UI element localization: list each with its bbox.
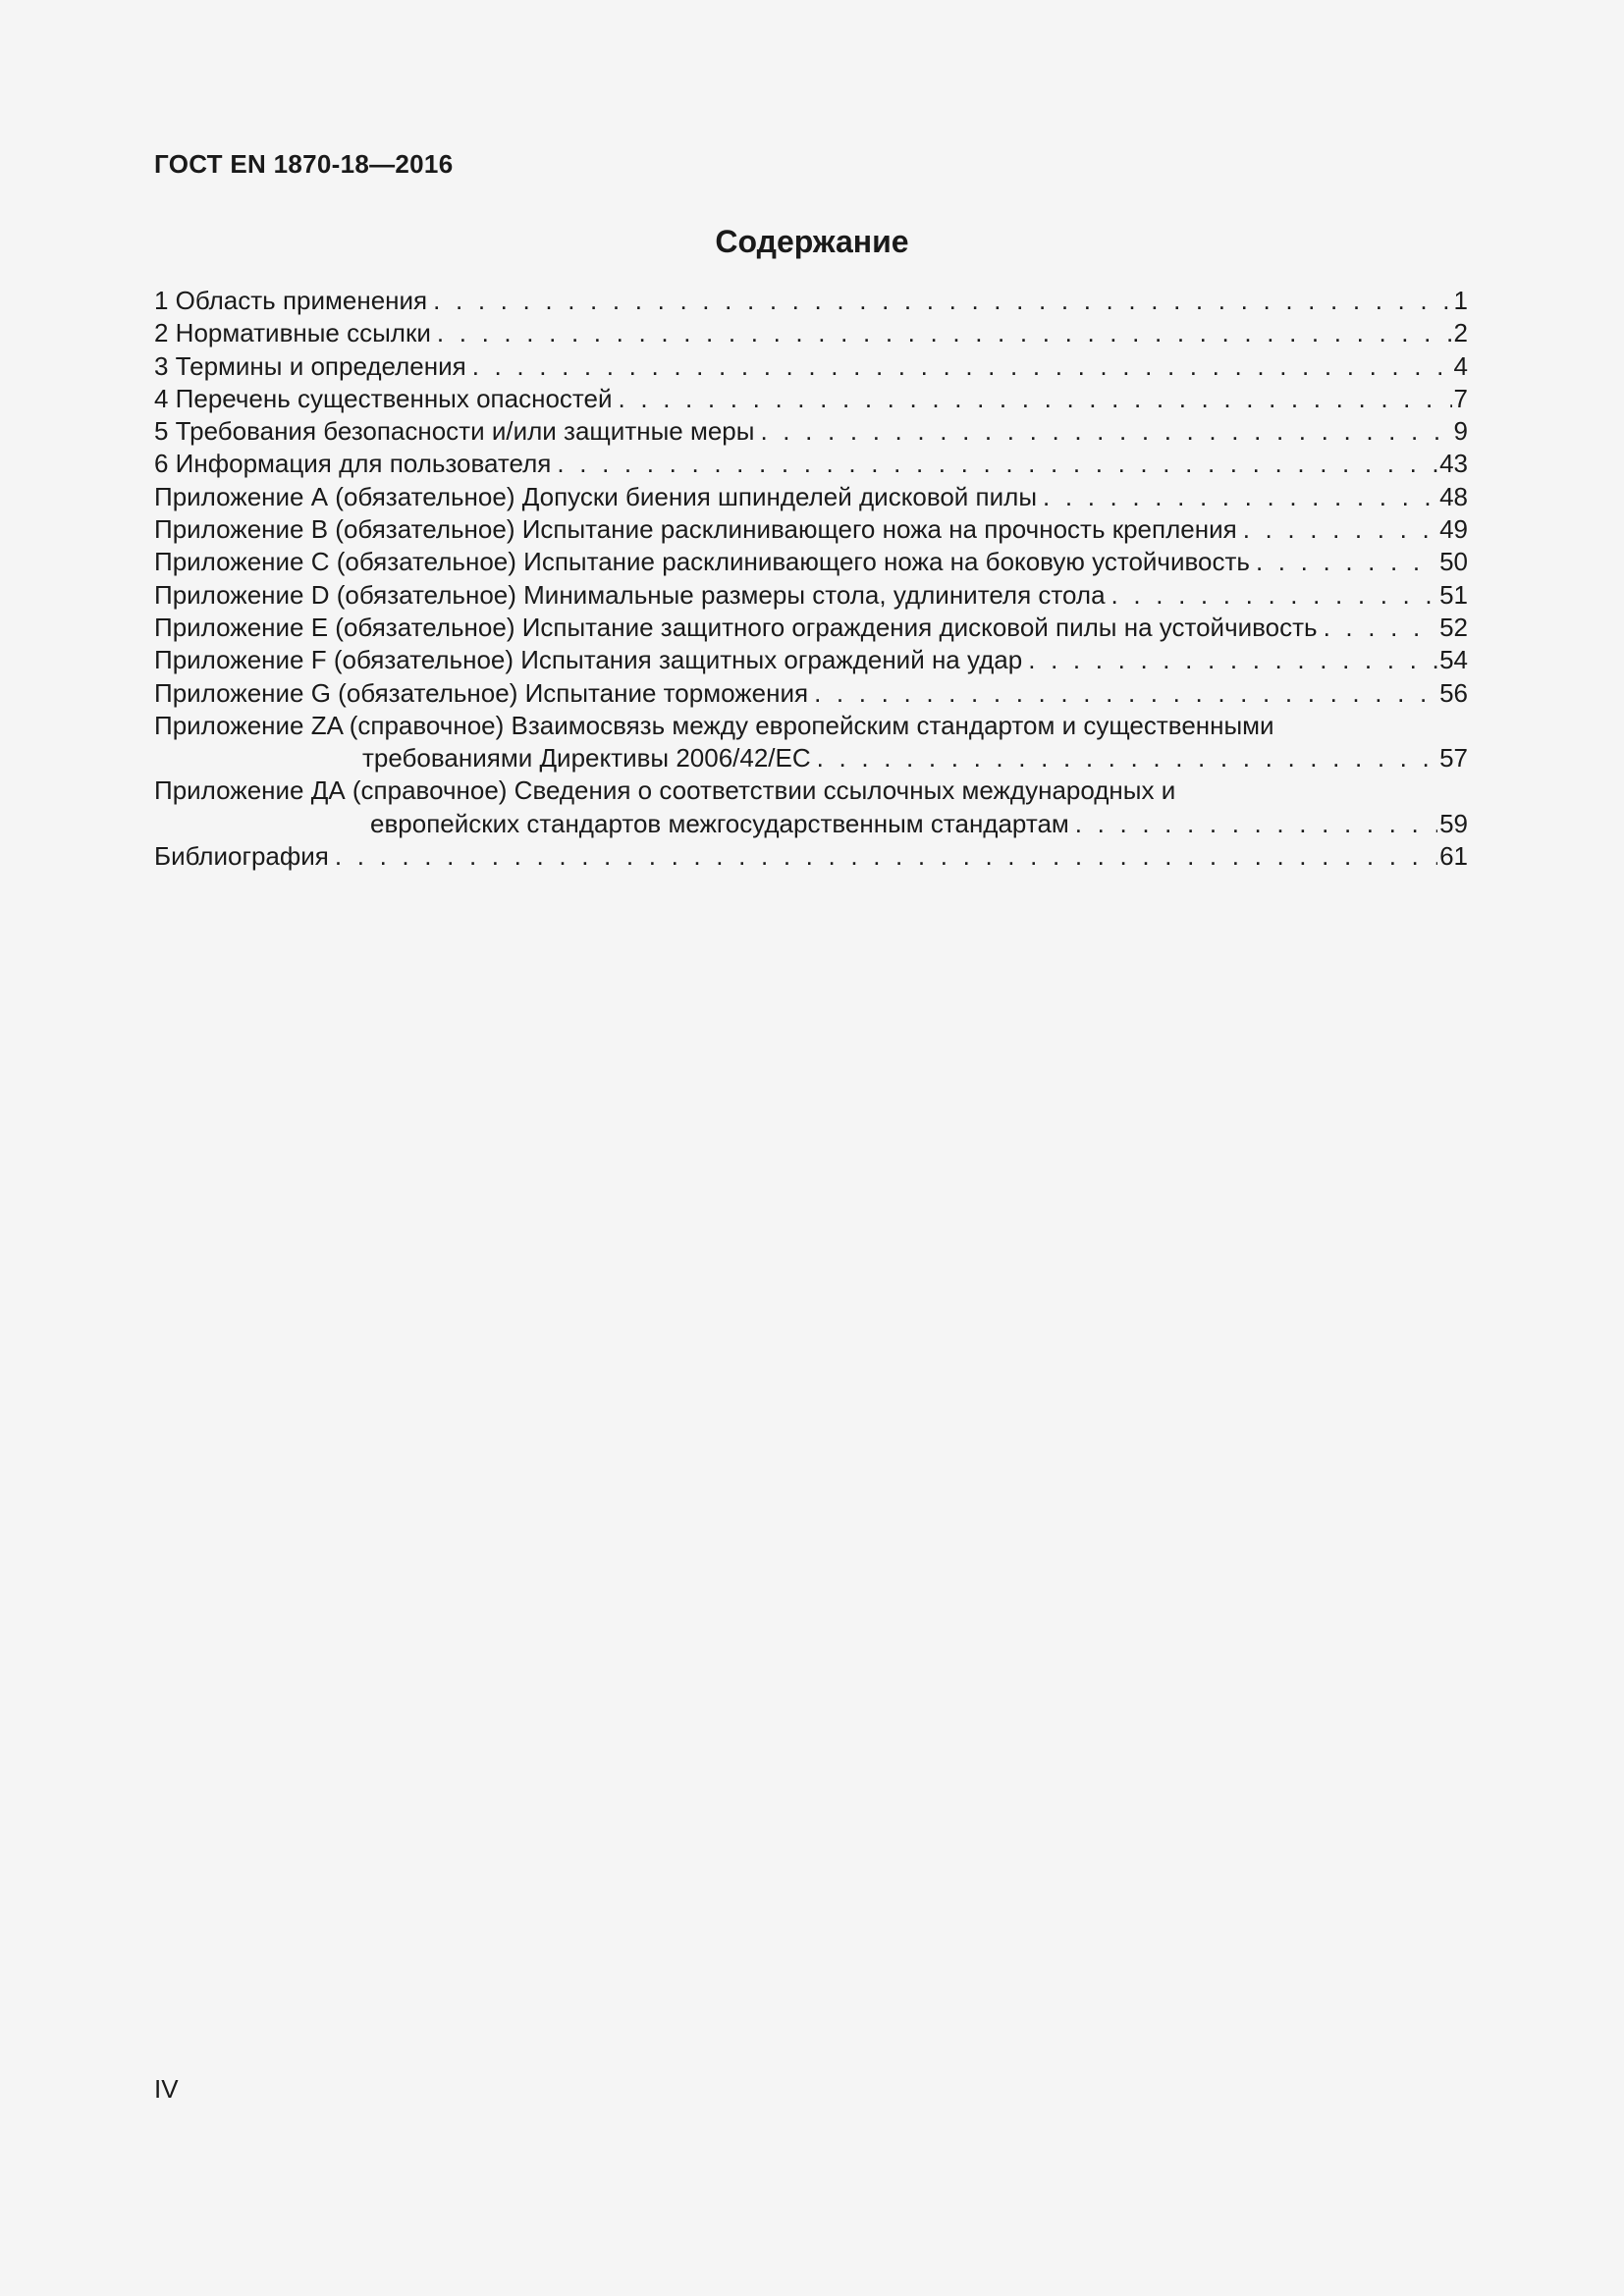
toc-entry-page: 61: [1439, 841, 1468, 872]
toc-entry-page: 9: [1453, 416, 1468, 447]
toc-entry-page: 51: [1439, 579, 1468, 610]
toc-entry-title: Библиография: [154, 841, 329, 872]
dot-leader: [760, 415, 1451, 448]
toc-entry-page: 2: [1453, 318, 1468, 348]
toc-title: Содержание: [715, 224, 909, 259]
toc-entry-4[interactable]: [154, 383, 1468, 415]
toc-entry-page: 4: [1453, 350, 1468, 381]
dot-leader: [1028, 644, 1437, 676]
toc-entry-title: Приложение С (обязательное) Испытание расклинивающего ножа на боковую устойчивость: [154, 547, 1250, 577]
toc-entry-title: 1 Область применения: [154, 286, 428, 315]
dot-leader: [817, 742, 1437, 774]
toc-entry-annex-da[interactable]: [154, 774, 1468, 840]
toc-entry-annex-a[interactable]: [154, 481, 1468, 513]
dot-leader: [1043, 481, 1437, 513]
toc-entry-3[interactable]: [154, 350, 1468, 383]
toc-entry-title-line1: Приложение ZA (справочное) Взаимосвязь между европейским стандартом и существенными: [154, 710, 1274, 740]
table-of-contents: [154, 285, 1468, 873]
dot-leader: [557, 448, 1437, 480]
page-number: IV: [154, 2074, 179, 2104]
toc-entry-annex-g[interactable]: [154, 677, 1468, 710]
toc-entry-annex-b[interactable]: [154, 513, 1468, 546]
toc-entry-1[interactable]: [154, 285, 1468, 317]
toc-entry-title-line2: требованиями Директивы 2006/42/ЕС: [362, 743, 811, 774]
dot-leader: [433, 285, 1451, 317]
dot-leader: [619, 383, 1452, 415]
toc-entry-title: 6 Информация для пользователя: [154, 449, 552, 479]
toc-entry-page: 48: [1439, 481, 1468, 511]
toc-entry-page: 52: [1439, 612, 1468, 642]
toc-entry-page: 54: [1439, 645, 1468, 675]
toc-entry-title-line1: Приложение ДА (справочное) Сведения о соответствии ссылочных международных и: [154, 775, 1176, 806]
dot-leader: [1256, 546, 1437, 578]
dot-leader: [1324, 612, 1438, 644]
toc-entry-page: 1: [1453, 286, 1468, 315]
dot-leader: [814, 677, 1437, 710]
dot-leader: [1243, 513, 1437, 546]
toc-entry-6[interactable]: [154, 448, 1468, 480]
document-code: ГОСТ EN 1870-18—2016: [154, 149, 454, 179]
toc-entry-title: Приложение E (обязательное) Испытание защитного ограждения дисковой пилы на устойчивость: [154, 612, 1318, 642]
toc-entry-annex-d[interactable]: [154, 579, 1468, 612]
dot-leader: [472, 350, 1452, 383]
toc-entry-page: 49: [1439, 514, 1468, 545]
toc-entry-title: 5 Требования безопасности и/или защитные меры: [154, 416, 755, 447]
dot-leader: [437, 317, 1452, 349]
toc-entry-title: Приложение G (обязательное) Испытание торможения: [154, 677, 809, 708]
toc-entry-title: Приложение D (обязательное) Минимальные размеры стола, удлинителя стола: [154, 579, 1106, 610]
toc-entry-page: 57: [1439, 743, 1468, 774]
toc-entry-title: 4 Перечень существенных опасностей: [154, 383, 613, 413]
toc-entry-5[interactable]: [154, 415, 1468, 448]
toc-entry-page: 50: [1439, 547, 1468, 577]
toc-entry-page: 59: [1439, 808, 1468, 838]
toc-entry-bibliography[interactable]: [154, 840, 1468, 873]
dot-leader: [1075, 808, 1437, 840]
toc-entry-title-line2: европейских стандартов межгосударственным стандартам: [370, 808, 1069, 838]
toc-entry-annex-e[interactable]: [154, 612, 1468, 644]
dot-leader: [1111, 579, 1438, 612]
toc-entry-annex-f[interactable]: [154, 644, 1468, 676]
toc-entry-title: 3 Термины и определения: [154, 350, 466, 381]
toc-entry-title: 2 Нормативные ссылки: [154, 318, 431, 348]
toc-entry-title: Приложение В (обязательное) Испытание расклинивающего ножа на прочность крепления: [154, 514, 1237, 545]
toc-entry-page: 7: [1453, 383, 1468, 413]
toc-entry-page: 56: [1439, 677, 1468, 708]
toc-entry-title: Приложение F (обязательное) Испытания защитных ограждений на удар: [154, 645, 1023, 675]
toc-entry-annex-za[interactable]: [154, 710, 1468, 775]
dot-leader: [335, 840, 1437, 873]
toc-entry-annex-c[interactable]: [154, 546, 1468, 578]
toc-entry-page: 43: [1439, 449, 1468, 479]
toc-entry-2[interactable]: [154, 317, 1468, 349]
toc-entry-title: Приложение А (обязательное) Допуски биения шпинделей дисковой пилы: [154, 481, 1038, 511]
